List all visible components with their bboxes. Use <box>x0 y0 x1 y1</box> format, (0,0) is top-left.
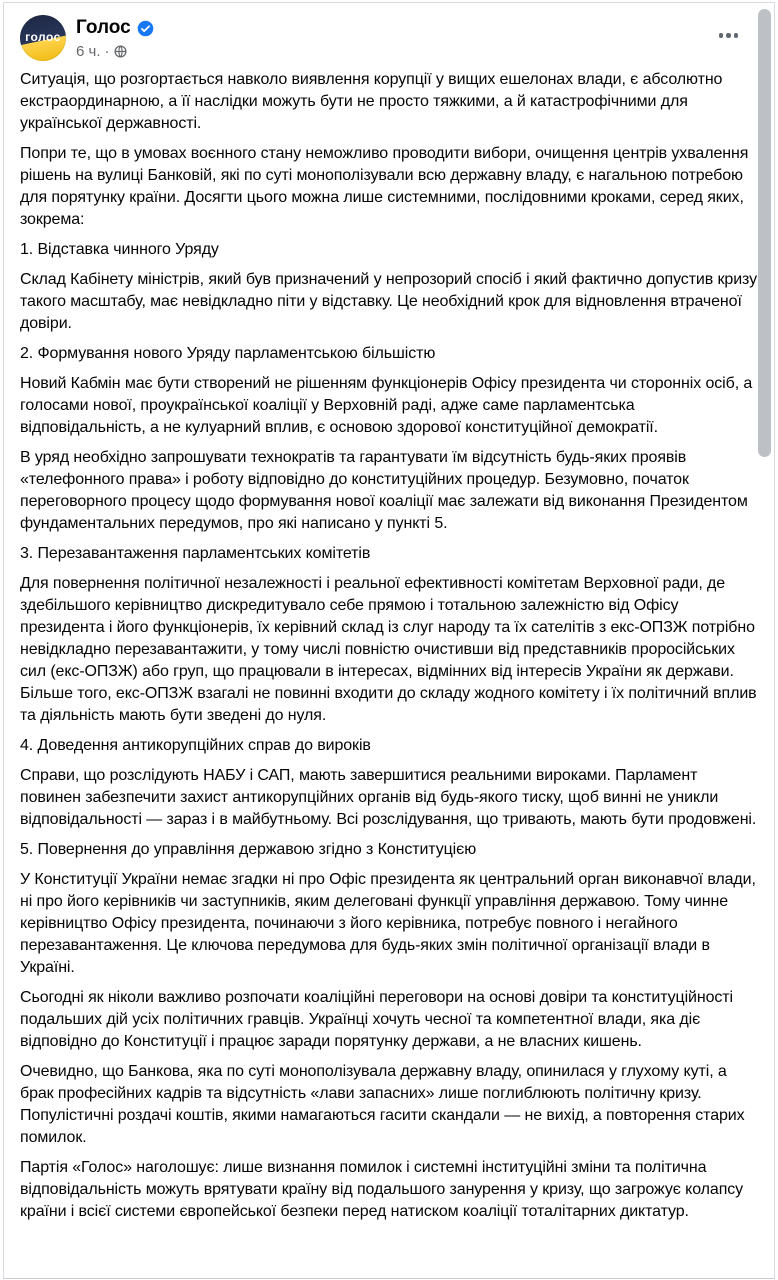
post-paragraph: Попри те, що в умовах воєнного стану неможливо проводити вибори, очищення центрів ухвалення рішень на вулиці Банковій, які по суті монополізували всю державну владу, є нагальною потребою для порятунку країни. Досягти цього можна лише системними, послідовними кроками, серед яких, зокрема: <box>20 145 749 228</box>
post-paragraph: 1. Відставка чинного Уряду <box>20 241 219 258</box>
avatar-logo-text: голос <box>25 30 61 44</box>
post-paragraph: Ситуація, що розгортається навколо виявлення корупції у вищих ешелонах влади, є абсолютно екстраординарною, а її наслідки можуть бути не просто тяжкими, а й катастрофічними для української державності. <box>20 71 723 132</box>
post-paragraph: Для повернення політичної незалежності і реальної ефективності комітетам Верховної ради, де здебільшого керівництво дискредитувало себе прямою і тотальною залежністю від Офісу президента і його функціонерів, їх керівний склад із слуг народу та їх сателітів з екс-ОПЗЖ потрібно невідкладно перезавантажити, у тому числі повністю очистивши від представників проросійських сил (екс-ОПЗЖ) або груп, що працювали в інтересах, відмінних від інтересів України як держави. Більше того, екс-ОПЗЖ взагалі не повинні входити до складу жодного комітету і їх політичний вплив та діяльність мають бути зведені до нуля. <box>20 575 757 724</box>
timestamp[interactable]: 6 ч. <box>76 43 101 60</box>
post-paragraph: У Конституції України немає згадки ні про Офіс президента як центральний орган виконавчої влади, ні про його керівників чи заступників, яким делеговані функції управління державою. Тому чинне керівництво Офісу президента, починаючи з його керівника, потребує повного і негайного перезавантаження. Це ключова передумова для будь-яких змін політичної організації влади в Україні. <box>20 871 756 976</box>
page-name-link[interactable]: Голос <box>76 17 131 38</box>
post-options-button[interactable] <box>713 27 745 44</box>
meta-separator: · <box>104 43 110 60</box>
post-paragraph: Партія «Голос» наголошує: лише визнання помилок і системні інституційні зміни та політична відповідальність можуть врятувати країну від подальшого занурення у кризу, що загрожує колапсу країни і всієї системи європейської безпеки перед натиском коаліції тоталітарних диктатур. <box>20 1159 744 1220</box>
facebook-post-card <box>3 2 775 1279</box>
post-paragraph: 2. Формування нового Уряду парламентською більшістю <box>20 345 436 362</box>
post-paragraph: Очевидно, що Банкова, яка по суті монополізувала державну владу, опинилася у глухому куті, а брак професійних кадрів та відсутність «лави запасних» лише поглиблюють політичну кризу. Популістичні роздачі коштів, якими намагаються гасити скандали — не вихід, а повторення старих помилок. <box>20 1063 745 1146</box>
post-paragraph: Склад Кабінету міністрів, який був призначений у непрозорий спосіб і який фактично допустив кризу такого масштабу, має невідкладно піти у відставку. Це необхідний крок для відновлення втраченої довіри. <box>20 271 758 332</box>
header-info <box>76 15 154 61</box>
post-header <box>4 3 774 67</box>
post-paragraph: Сьогодні як ніколи важливо розпочати коаліційні переговори на основі довіри та конституційності подальших дій усіх політичних гравців. Українці хочуть чесної та компетентної влади, яка діє відповідно до Конституції і працює заради порятунку держави, а не власних кишень. <box>20 989 733 1050</box>
ellipsis-dot <box>734 33 739 38</box>
scrollbar-thumb[interactable] <box>758 9 771 457</box>
verified-badge-icon <box>137 20 154 37</box>
post-paragraph: Новий Кабмін має бути створений не рішенням функціонерів Офісу президента чи сторонніх осіб, а голосами нової, проукраїнської коаліції у Верховній раді, адже саме парламентська відповідальність, а не кулуарний вплив, є основою здорової конституційної демократії. <box>20 375 753 436</box>
post-paragraph: 4. Доведення антикорупційних справ до вироків <box>20 737 371 754</box>
ellipsis-dot <box>726 33 731 38</box>
post-paragraph: 3. Перезавантаження парламентських комітетів <box>20 545 371 562</box>
page-avatar[interactable] <box>20 15 66 61</box>
post-meta <box>76 42 154 61</box>
post-text <box>4 67 774 1241</box>
post-paragraph: В уряд необхідно запрошувати технократів та гарантувати їм відсутність будь-яких проявів «телефонного права» і роботу відповідно до конституційних процедур. Безумовно, початок переговорного процесу щодо формування нової коаліції має залежати від виконання Президентом фундаментальних передумов, про які написано у пункті 5. <box>20 449 748 532</box>
name-row <box>76 16 154 40</box>
ellipsis-dot <box>719 33 724 38</box>
post-paragraph: 5. Повернення до управління державою згідно з Конституцією <box>20 841 477 858</box>
globe-public-icon <box>114 45 127 58</box>
post-paragraph: Справи, що розслідують НАБУ і САП, мають завершитися реальними вироками. Парламент повинен забезпечити захист антикорупційних органів від будь-якого тиску, щоб винні не уникли відповідальності — зараз і в майбутньому. Всі розслідування, що тривають, мають бути продовжені. <box>20 767 757 828</box>
